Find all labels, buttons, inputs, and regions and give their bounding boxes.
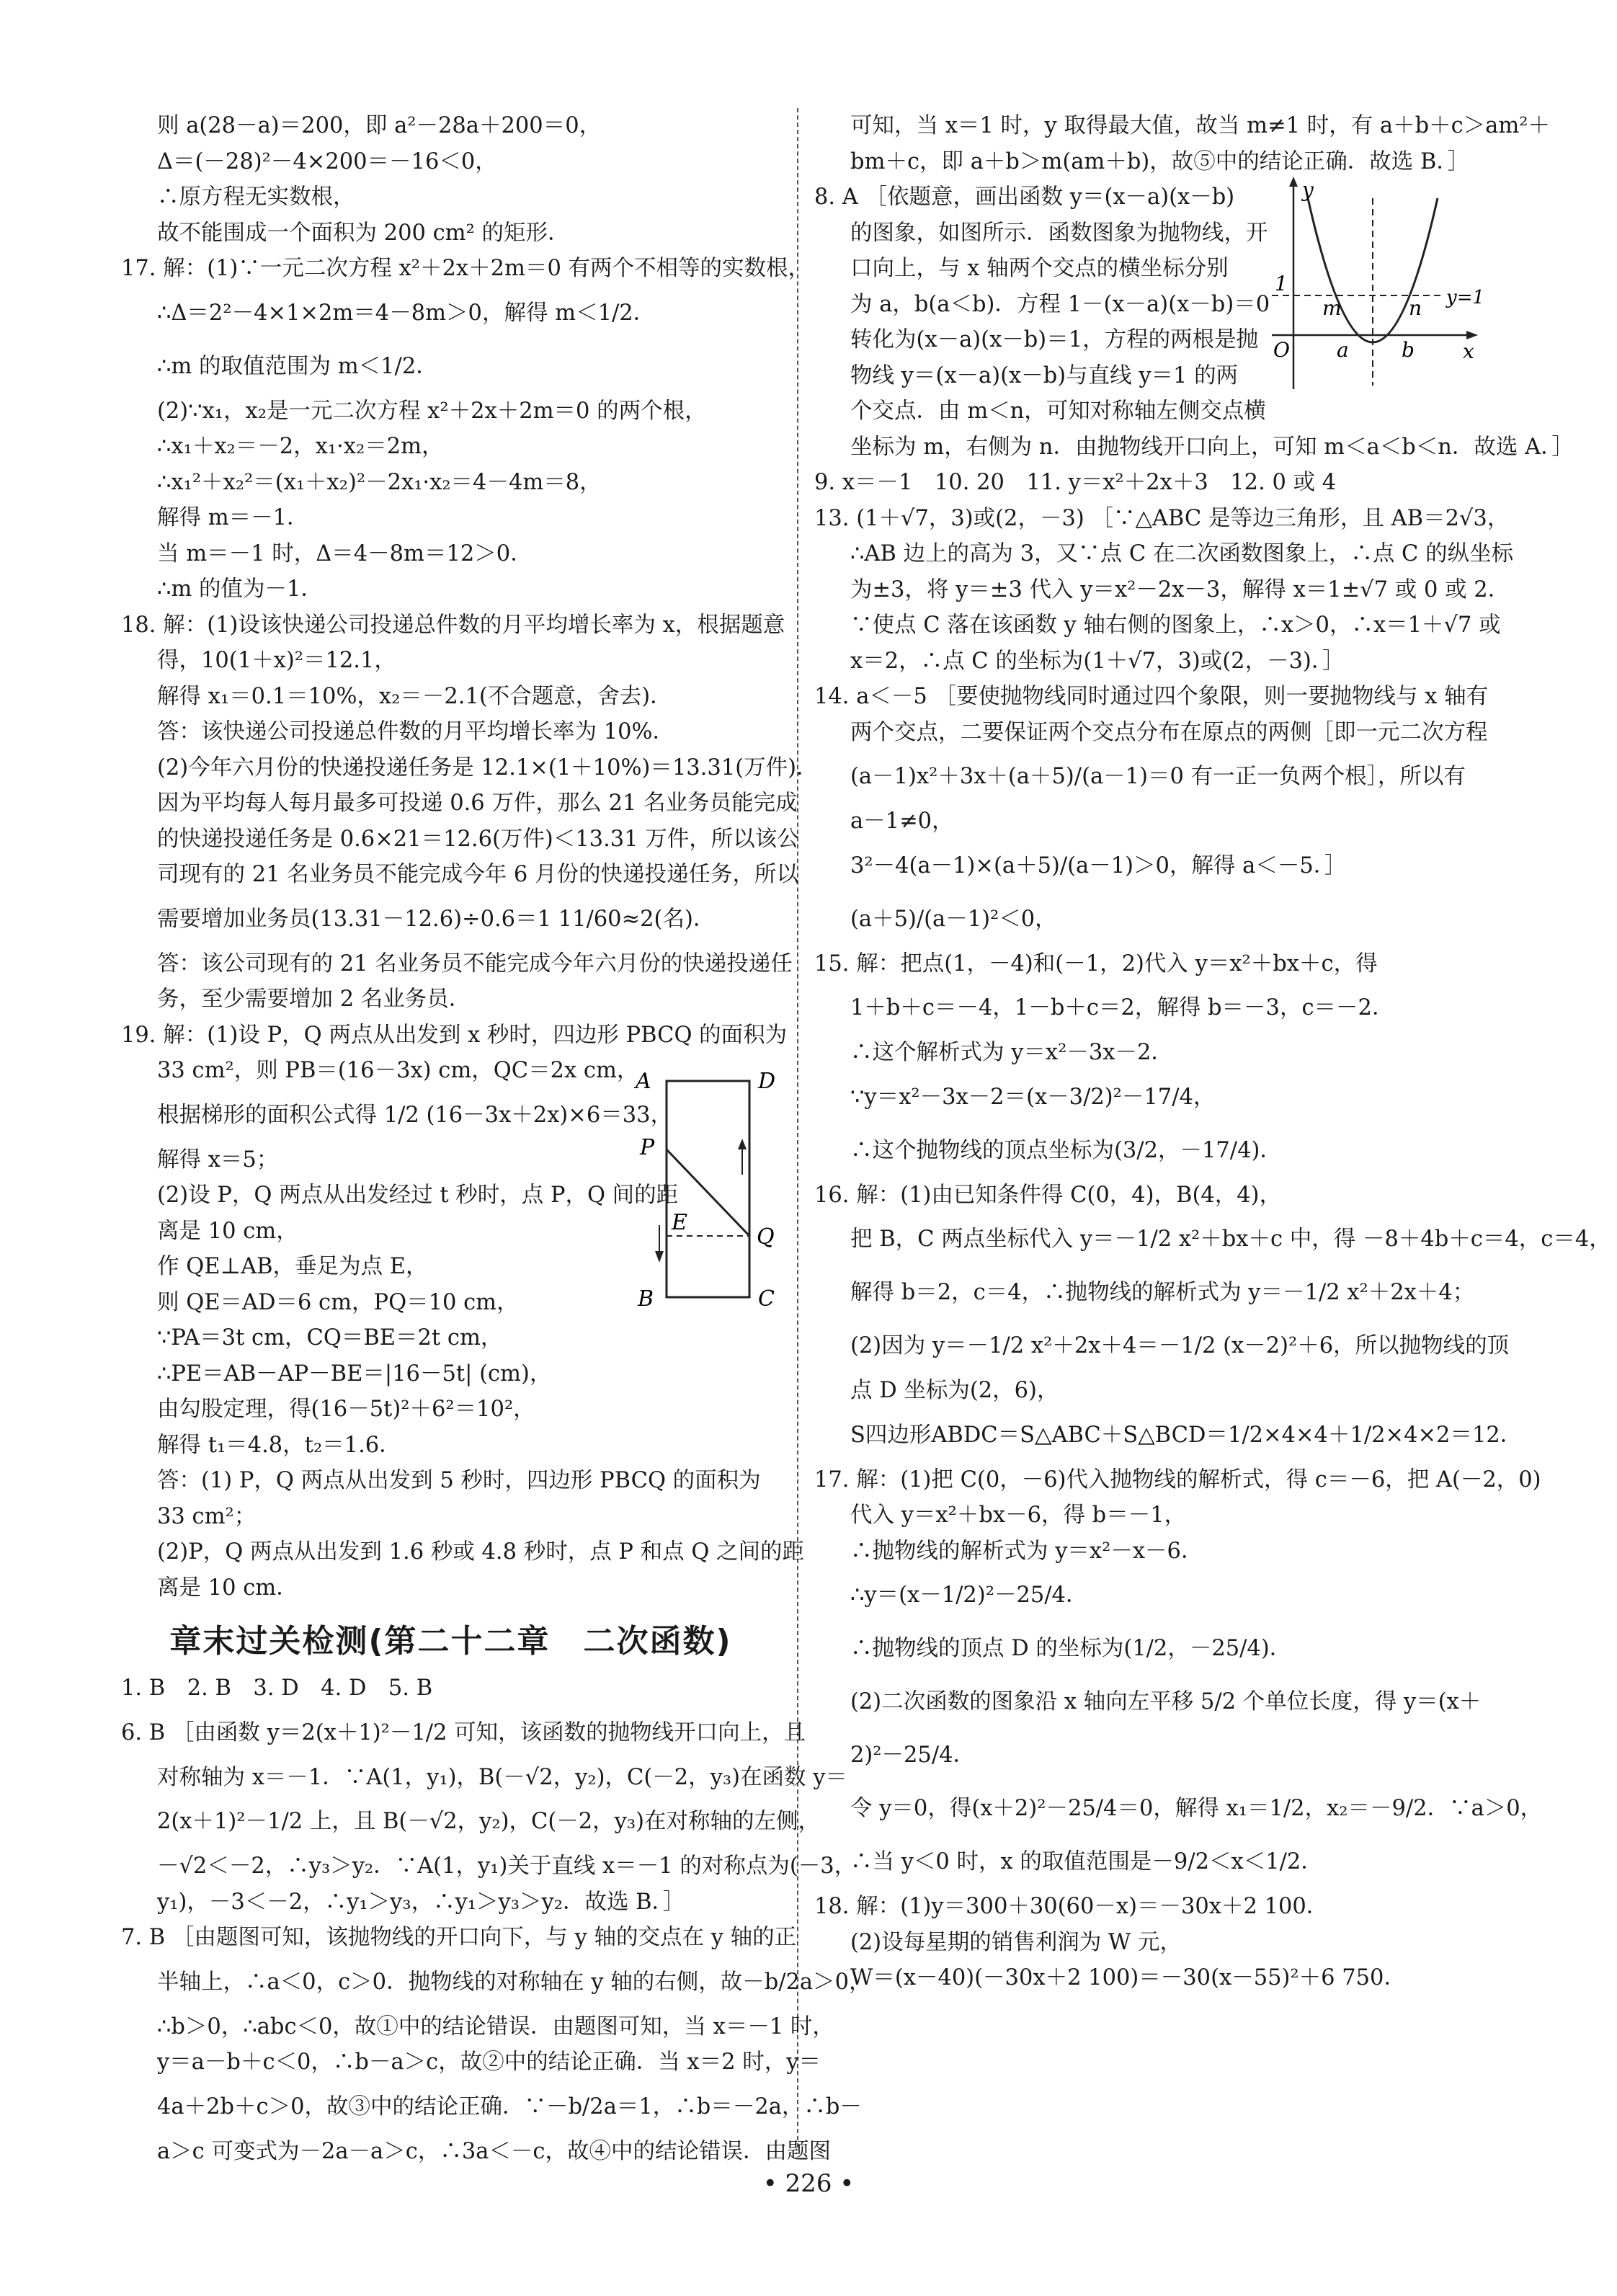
rectangle-figure [634, 1067, 793, 1312]
text-line: ∴m 的值为－1． [157, 577, 323, 602]
text-line: x＝2，∴点 C 的坐标为(1＋√7，3)或(2，－3)．］ [850, 648, 1345, 674]
text-line: 1. B 2. B 3. D 4. D 5. B [121, 1676, 433, 1701]
text-line: 9. x＝－1 10. 20 11. y＝x²＋2x＋3 12. 0 或 4 [814, 470, 1337, 495]
text-line: ∴y＝(x－1/2)²－25/4． [850, 1583, 1088, 1608]
label-n: n [1409, 296, 1422, 320]
text-line: 需要增加业务员(13.31－12.6)÷0.6＝1 11/60≈2(名)． [157, 906, 716, 932]
text-line: (2)P，Q 两点从出发到 1.6 秒或 4.8 秒时，点 P 和点 Q 之间的距 [157, 1539, 805, 1565]
text-line: ∴x₁²＋x₂²＝(x₁＋x₂)²－2x₁·x₂＝4－4m＝8， [157, 469, 602, 495]
parabola-figure [1265, 177, 1485, 393]
label-m: m [1322, 296, 1342, 320]
text-line: 离是 10 cm． [157, 1575, 298, 1601]
text-line: 18. 解：(1)y＝300＋30(60－x)＝－30x＋2 100． [814, 1894, 1329, 1919]
text-line: 故不能围成一个面积为 200 cm² 的矩形． [157, 220, 570, 246]
text-line: 司现有的 21 名业务员不能完成今年 6 月份的快递投递任务，所以 [157, 862, 798, 887]
text-line: ∵PA＝3t cm，CQ＝BE＝2t cm， [157, 1325, 503, 1351]
text-line: 15. 解：把点(1，－4)和(－1，2)代入 y＝x²＋bx＋c，得 [814, 951, 1378, 976]
text-line: 2)²－25/4． [850, 1743, 976, 1768]
text-line: ∴当 y＜0 时，x 的取值范围是－9/2＜x＜1/2． [850, 1849, 1323, 1874]
text-line: 务，至少需要增加 2 名业务员． [157, 987, 471, 1012]
text-line: (2)二次函数的图象沿 x 轴向左平移 5/2 个单位长度，得 y＝(x＋ [850, 1689, 1482, 1714]
label-A: A [636, 1069, 651, 1094]
text-line: 为±3，将 y＝±3 代入 y＝x²－2x－3，解得 x＝1±√7 或 0 或 2． [850, 577, 1510, 602]
text-line: (a－1)x²＋3x＋(a＋5)/(a－1)＝0 有一正一负两个根］，所以有 [850, 764, 1466, 789]
label-y-equals-one: y=1 [1446, 287, 1485, 308]
label-C: C [758, 1286, 775, 1312]
label-E: E [672, 1210, 687, 1235]
text-line: (2)设 P，Q 两点从出发经过 t 秒时，点 P，Q 间的距 [157, 1183, 679, 1208]
text-line: 的快递投递任务是 0.6×21＝12.6(万件)＜13.31 万件，所以该公 [157, 826, 799, 852]
text-line: ∴原方程无实数根， [157, 184, 355, 210]
text-line: (a＋5)/(a－1)²＜0， [850, 906, 1057, 932]
text-line: 3²－4(a－1)×(a＋5)/(a－1)＞0，解得 a＜－5．］ [850, 853, 1347, 878]
label-Q: Q [757, 1224, 775, 1250]
text-line: 点 D 坐标为(2，6)， [850, 1378, 1059, 1403]
text-line: ∴b＞0，∴abc＜0，故①中的结论错误．由题图可知，当 x＝－1 时， [157, 2014, 834, 2039]
text-line: (2)因为 y＝－1/2 x²＋2x＋4＝－1/2 (x－2)²＋6，所以抛物线的顶 [850, 1333, 1510, 1358]
text-line: (2)设每星期的销售利润为 W 元， [850, 1929, 1182, 1955]
text-line: 6. B ［由函数 y＝2(x＋1)²－1/2 可知，该函数的抛物线开口向上，且 [121, 1719, 806, 1745]
label-y-axis: y [1302, 178, 1314, 202]
text-line: 17. 解：(1)∵一元二次方程 x²＋2x＋2m＝0 有两个不相等的实数根， [121, 256, 811, 281]
text-line: Δ＝(－28)²－4×200＝－16＜0， [157, 148, 497, 174]
text-line: 则 a(28－a)＝200，即 a²－28a＋200＝0， [157, 113, 602, 138]
section-title: 章末过关检测(第二十二章 二次函数) [169, 1623, 732, 1660]
text-line: 因为平均每人每月最多可投递 0.6 万件，那么 21 名业务员能完成 [157, 791, 798, 816]
text-line: 17. 解：(1)把 C(0，－6)代入抛物线的解析式，得 c＝－6，把 A(－2，0) [814, 1467, 1541, 1492]
text-line: ∴这个解析式为 y＝x²－3x－2． [850, 1040, 1173, 1065]
text-line: ∴抛物线的解析式为 y＝x²－x－6． [850, 1538, 1203, 1564]
text-line: 16. 解：(1)由已知条件得 C(0，4)，B(4，4)， [814, 1182, 1282, 1208]
text-line: ∴AB 边上的高为 3，又∵点 C 在二次函数图象上，∴点 C 的纵坐标 [850, 541, 1514, 566]
text-line: y＝a－b＋c＜0，∴b－a＞c，故②中的结论正确．当 x＝2 时，y＝ [157, 2050, 821, 2075]
text-line: ∴PE＝AB－AP－BE＝|16－5t| (cm)， [157, 1361, 552, 1387]
label-a: a [1337, 338, 1349, 362]
text-line: 18. 解：(1)设该快递公司投递总件数的月平均增长率为 x，根据题意 [121, 612, 785, 638]
text-line: 的图象，如图所示．函数图象为抛物线，开 [850, 220, 1268, 246]
label-b: b [1402, 338, 1415, 362]
text-line: 33 cm²； [157, 1503, 257, 1529]
text-line: 坐标为 m，右侧为 n．由抛物线开口向上，可知 m＜a＜b＜n．故选 A．］ [850, 434, 1574, 460]
text-line: ∵使点 C 落在该函数 y 轴右侧的图象上，∴x＞0，∴x＝1＋√7 或 [850, 613, 1501, 638]
text-line: a－1≠0， [850, 809, 954, 834]
text-line: ∴x₁＋x₂＝－2，x₁·x₂＝2m， [157, 434, 444, 459]
text-line: 可知，当 x＝1 时，y 取得最大值，故当 m≠1 时，有 a＋b＋c＞am²＋ [850, 113, 1551, 138]
text-line: S四边形ABDC＝S△ABC＋S△BCD＝1/2×4×4＋1/2×4×2＝12． [850, 1422, 1523, 1448]
text-line: bm＋c，即 a＋b＞m(am＋b)，故⑤中的结论正确．故选 B．］ [850, 148, 1470, 174]
text-line: 答：该快递公司投递总件数的月平均增长率为 10%． [157, 719, 674, 744]
text-line: 解得 x₁＝0.1＝10%，x₂＝－2.1(不合题意，舍去)． [157, 683, 672, 709]
text-line: 把 B，C 两点坐标代入 y＝－1/2 x²＋bx＋c 中，得 －8＋4b＋c＝4，c＝4， [850, 1227, 1611, 1252]
text-line: 由勾股定理，得(16－5t)²＋6²＝10²， [157, 1397, 535, 1422]
text-line: ∴抛物线的顶点 D 的坐标为(1/2，－25/4)． [850, 1636, 1292, 1661]
text-line: 令 y＝0，得(x＋2)²－25/4＝0，解得 x₁＝1/2，x₂＝－9/2．∵a＞0， [850, 1796, 1543, 1821]
text-line: 为 a，b(a＜b)．方程 1－(x－a)(x－b)＝0 [850, 291, 1270, 317]
text-line: 13. (1＋√7，3)或(2，－3) ［∵△ABC 是等边三角形，且 AB＝2√3， [814, 505, 1510, 531]
label-x-axis: x [1463, 339, 1474, 363]
text-line: 1＋b＋c＝－4，1－b＋c＝2，解得 b＝－3，c＝－2． [850, 995, 1394, 1020]
text-line: 代入 y＝x²＋bx－6，得 b＝－1， [850, 1503, 1187, 1528]
label-B: B [638, 1286, 654, 1312]
text-line: ∴这个抛物线的顶点坐标为(3/2，－17/4)． [850, 1137, 1282, 1163]
text-line: 离是 10 cm， [157, 1218, 298, 1244]
text-line: 则 QE＝AD＝6 cm，PQ＝10 cm， [157, 1289, 519, 1315]
text-line: 4a＋2b＋c＞0，故③中的结论正确．∵－b/2a＝1，∴b＝－2a，∴b－ [157, 2093, 862, 2119]
text-line: －√2＜－2，∴y₃＞y₂．∵A(1，y₁)关于直线 x＝－1 的对称点为(－3， [157, 1854, 857, 1879]
text-line: 对称轴为 x＝－1．∵A(1，y₁)，B(－√2，y₂)，C(－2，y₃)在函数 y＝ [157, 1764, 847, 1790]
text-line: 当 m＝－1 时，Δ＝4－8m＝12＞0． [157, 540, 533, 566]
text-line: 解得 b＝2，c＝4，∴抛物线的解析式为 y＝－1/2 x²＋2x＋4； [850, 1280, 1475, 1305]
text-line: 转化为(x－a)(x－b)＝1，方程的两根是抛 [850, 327, 1259, 352]
text-line: 根据梯形的面积公式得 1/2 (16－3x＋2x)×6＝33， [157, 1102, 673, 1128]
text-line: (2)今年六月份的快递投递任务是 12.1×(1＋10%)＝13.31(万件)． [157, 755, 819, 780]
text-line: 7. B ［由题图可知，该抛物线的开口向下，与 y 轴的交点在 y 轴的正 [121, 1925, 797, 1950]
text-line: 解得 t₁＝4.8，t₂＝1.6． [157, 1432, 401, 1458]
text-line: ∵y＝x²－3x－2＝(x－3/2)²－17/4， [850, 1084, 1216, 1110]
text-line: 答：该公司现有的 21 名业务员不能完成今年六月份的快递投递任 [157, 951, 793, 976]
label-origin: O [1273, 338, 1290, 362]
page-number: • 226 • [762, 2169, 855, 2198]
text-line: 口向上，与 x 轴两个交点的横坐标分别 [850, 256, 1229, 281]
text-line: (2)∵x₁，x₂是一元二次方程 x²＋2x＋2m＝0 的两个根， [157, 398, 707, 424]
text-line: 33 cm²，则 PB＝(16－3x) cm，QC＝2x cm， [157, 1058, 639, 1083]
label-one: 1 [1275, 272, 1288, 295]
label-P: P [640, 1135, 655, 1160]
text-line: 半轴上，∴a＜0，c＞0．抛物线的对称轴在 y 轴的右侧，故－b/2a＞0， [157, 1969, 871, 1995]
text-line: ∴m 的取值范围为 m＜1/2． [157, 353, 438, 379]
text-line: 答：(1) P，Q 两点从出发到 5 秒时，四边形 PBCQ 的面积为 [157, 1468, 761, 1493]
text-line: 物线 y＝(x－a)(x－b)与直线 y＝1 的两 [850, 362, 1239, 388]
text-line: 个交点．由 m＜n，可知对称轴左侧交点横 [850, 399, 1266, 424]
label-D: D [758, 1069, 776, 1094]
text-line: a＞c 可变式为－2a－a＞c，∴3a＜－c，故④中的结论错误．由题图 [157, 2138, 831, 2164]
text-line: W＝(x－40)(－30x＋2 100)＝－30(x－55)²＋6 750． [850, 1965, 1406, 1990]
text-line: 2(x＋1)²－1/2 上，且 B(－√2，y₂)，C(－2，y₃)在对称轴的左侧， [157, 1809, 821, 1834]
text-line: 解得 x＝5； [157, 1147, 279, 1173]
text-line: 8. A ［依题意，画出函数 y＝(x－a)(x－b) [814, 184, 1235, 210]
text-line: 解得 m＝－1． [157, 505, 309, 530]
text-line: 两个交点，二要保证两个交点分布在原点的两侧［即一元二次方程 [850, 719, 1488, 745]
text-line: y₁)，－3＜－2，∴y₁＞y₃，∴y₁＞y₃＞y₂．故选 B．］ [157, 1889, 685, 1915]
text-line: 得，10(1＋x)²＝12.1， [157, 648, 396, 673]
text-line: 作 QE⊥AB，垂足为点 E， [157, 1254, 428, 1279]
text-line: 19. 解：(1)设 P，Q 两点从出发到 x 秒时，四边形 PBCQ 的面积为 [121, 1022, 788, 1048]
text-line: 14. a＜－5 ［要使抛物线同时通过四个象限，则一要抛物线与 x 轴有 [814, 684, 1489, 709]
text-line: ∴Δ＝2²－4×1×2m＝4－8m＞0，解得 m＜1/2． [157, 300, 656, 326]
